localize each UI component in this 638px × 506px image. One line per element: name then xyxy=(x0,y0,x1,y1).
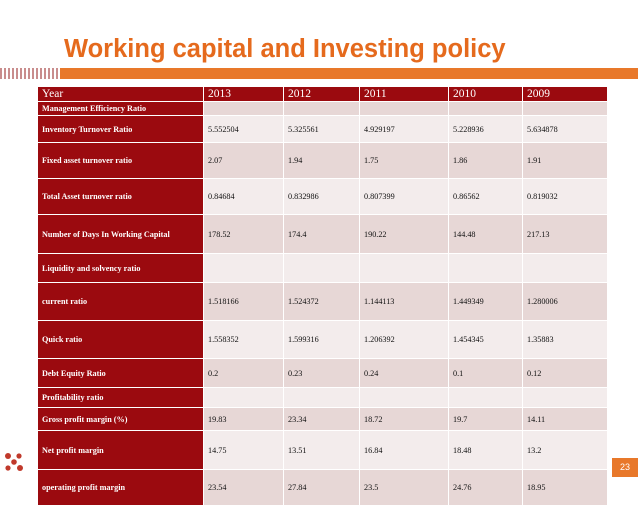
row-label: Quick ratio xyxy=(38,321,204,359)
cell-value: 18.72 xyxy=(360,408,449,431)
financial-ratios-table xyxy=(37,86,608,506)
scattered-dots-logo-icon xyxy=(4,452,24,472)
table-section-row xyxy=(38,254,608,283)
cell-value: 18.48 xyxy=(449,431,523,470)
cell-value: 13.51 xyxy=(284,431,360,470)
table-section-row xyxy=(38,102,608,116)
cell-value: 0.832986 xyxy=(284,179,360,215)
cell-value: 0.86562 xyxy=(449,179,523,215)
table-row xyxy=(38,116,608,143)
table-row xyxy=(38,143,608,179)
cell-value: 23.5 xyxy=(360,470,449,506)
cell-value xyxy=(360,102,449,116)
cell-value: 1.518166 xyxy=(204,283,284,321)
accent-bar xyxy=(60,68,638,79)
row-label: Gross profit margin (%) xyxy=(38,408,204,431)
cell-value: 0.819032 xyxy=(523,179,608,215)
cell-value: 1.599316 xyxy=(284,321,360,359)
header-year: 2011 xyxy=(360,87,449,102)
row-label: Liquidity and solvency ratio xyxy=(38,254,204,283)
cell-value xyxy=(449,102,523,116)
cell-value: 1.75 xyxy=(360,143,449,179)
cell-value: 14.75 xyxy=(204,431,284,470)
cell-value xyxy=(523,254,608,283)
table-section-row xyxy=(38,388,608,408)
table-row xyxy=(38,283,608,321)
cell-value: 16.84 xyxy=(360,431,449,470)
cell-value: 0.1 xyxy=(449,359,523,388)
cell-value: 0.2 xyxy=(204,359,284,388)
header-year: 2013 xyxy=(204,87,284,102)
cell-value xyxy=(523,102,608,116)
cell-value: 0.12 xyxy=(523,359,608,388)
cell-value: 174.4 xyxy=(284,215,360,254)
cell-value: 18.95 xyxy=(523,470,608,506)
cell-value: 1.35883 xyxy=(523,321,608,359)
cell-value: 23.34 xyxy=(284,408,360,431)
cell-value: 1.524372 xyxy=(284,283,360,321)
cell-value: 1.94 xyxy=(284,143,360,179)
cell-value: 27.84 xyxy=(284,470,360,506)
cell-value xyxy=(360,254,449,283)
cell-value: 5.325561 xyxy=(284,116,360,143)
cell-value: 4.929197 xyxy=(360,116,449,143)
cell-value xyxy=(360,388,449,408)
table-row xyxy=(38,470,608,506)
cell-value: 1.280006 xyxy=(523,283,608,321)
cell-value: 1.558352 xyxy=(204,321,284,359)
cell-value xyxy=(449,254,523,283)
cell-value: 19.83 xyxy=(204,408,284,431)
table-header-row xyxy=(38,87,608,102)
cell-value: 1.449349 xyxy=(449,283,523,321)
row-label: Inventory Turnover Ratio xyxy=(38,116,204,143)
cell-value xyxy=(204,388,284,408)
cell-value: 0.807399 xyxy=(360,179,449,215)
cell-value: 0.23 xyxy=(284,359,360,388)
table-row xyxy=(38,408,608,431)
row-label: current ratio xyxy=(38,283,204,321)
cell-value: 24.76 xyxy=(449,470,523,506)
slide-title: Working capital and Investing policy xyxy=(64,35,506,63)
page-number: 23 xyxy=(612,458,638,477)
cell-value: 0.84684 xyxy=(204,179,284,215)
header-year: 2012 xyxy=(284,87,360,102)
row-label: Management Efficiency Ratio xyxy=(38,102,204,116)
cell-value: 13.2 xyxy=(523,431,608,470)
cell-value: 1.86 xyxy=(449,143,523,179)
cell-value: 144.48 xyxy=(449,215,523,254)
cell-value: 2.07 xyxy=(204,143,284,179)
cell-value: 1.454345 xyxy=(449,321,523,359)
cell-value xyxy=(284,102,360,116)
cell-value: 1.144113 xyxy=(360,283,449,321)
cell-value: 0.24 xyxy=(360,359,449,388)
cell-value xyxy=(523,388,608,408)
row-label: Fixed asset turnover ratio xyxy=(38,143,204,179)
cell-value: 190.22 xyxy=(360,215,449,254)
cell-value: 1.206392 xyxy=(360,321,449,359)
row-label: Profitability ratio xyxy=(38,388,204,408)
table-row xyxy=(38,321,608,359)
row-label: Debt Equity Ratio xyxy=(38,359,204,388)
cell-value xyxy=(284,388,360,408)
row-label: Number of Days In Working Capital xyxy=(38,215,204,254)
cell-value: 19.7 xyxy=(449,408,523,431)
cell-value: 14.11 xyxy=(523,408,608,431)
header-year: 2010 xyxy=(449,87,523,102)
table-row xyxy=(38,359,608,388)
table-row xyxy=(38,215,608,254)
cell-value xyxy=(204,254,284,283)
cell-value xyxy=(204,102,284,116)
cell-value: 217.13 xyxy=(523,215,608,254)
cell-value: 5.552504 xyxy=(204,116,284,143)
cell-value: 5.228936 xyxy=(449,116,523,143)
table-row xyxy=(38,431,608,470)
cell-value: 5.634878 xyxy=(523,116,608,143)
row-label: Total Asset turnover ratio xyxy=(38,179,204,215)
row-label: operating profit margin xyxy=(38,470,204,506)
row-label: Net profit margin xyxy=(38,431,204,470)
header-year: 2009 xyxy=(523,87,608,102)
header-year-label: Year xyxy=(38,87,204,102)
cell-value xyxy=(284,254,360,283)
cell-value: 178.52 xyxy=(204,215,284,254)
cell-value: 1.91 xyxy=(523,143,608,179)
cell-value xyxy=(449,388,523,408)
table-row xyxy=(38,179,608,215)
cell-value: 23.54 xyxy=(204,470,284,506)
